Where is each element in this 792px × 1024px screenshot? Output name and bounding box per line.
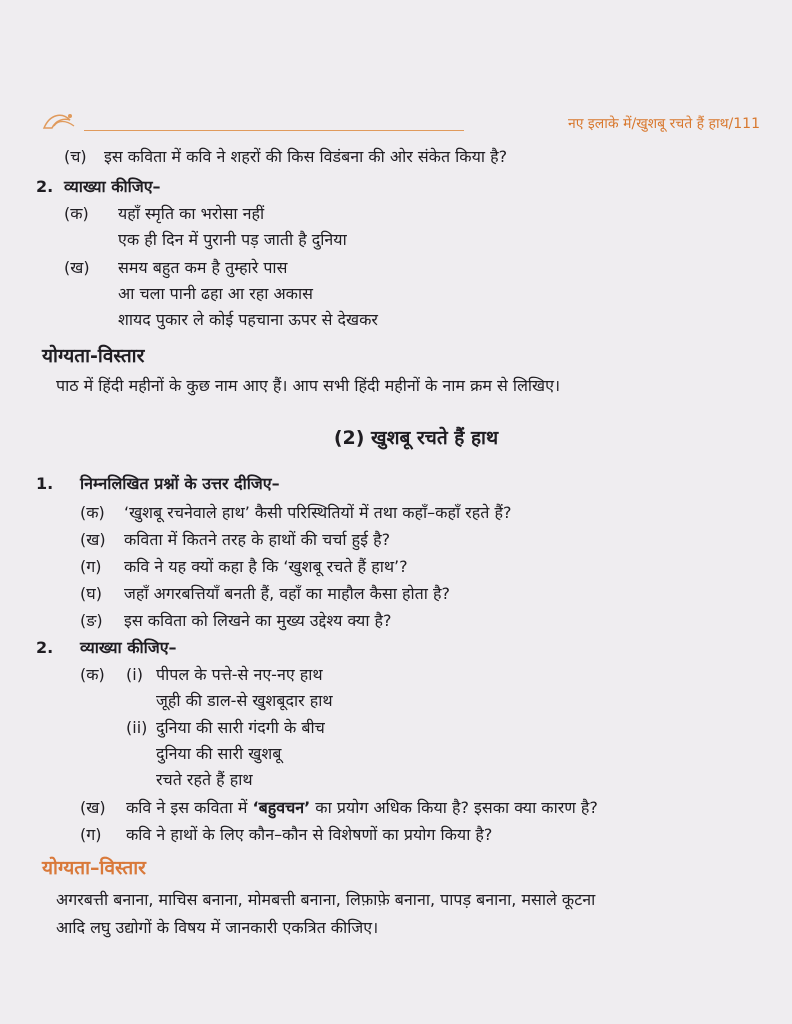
p2-q1-item-label: (ग) bbox=[80, 557, 102, 576]
q2-title: व्याख्या कीजिए– bbox=[64, 177, 161, 196]
p2-q2-kha-quoted: ‘बहुवचन’ bbox=[252, 798, 311, 817]
q1-cha-text: इस कविता में कवि ने शहरों की किस विडंबना की ओर संकेत किया है? bbox=[104, 147, 508, 166]
yogyata-text-2: आदि लघु उद्योगों के विषय में जानकारी एकत्रित कीजिए। bbox=[56, 918, 379, 937]
yogyata-text-2: अगरबत्ती बनाना, माचिस बनाना, मोमबत्ती बनाना, लिफ़ाफ़े बनाना, पापड़ बनाना, मसाले कूटना bbox=[56, 890, 596, 909]
q1-cha-label: (च) bbox=[64, 147, 87, 166]
q2-ka-line: एक ही दिन में पुरानी पड़ जाती है दुनिया bbox=[118, 230, 347, 249]
p2-q2-ga-label: (ग) bbox=[80, 825, 102, 844]
yogyata-heading-1: योग्यता-विस्तार bbox=[42, 345, 145, 367]
p2-q2-kha-after: का प्रयोग अधिक किया है? इसका क्या कारण है? bbox=[310, 798, 598, 817]
p2-q2-kha-text bbox=[126, 798, 598, 818]
q2-kha-line: शायद पुकार ले कोई पहचाना ऊपर से देखकर bbox=[118, 310, 378, 329]
q2-kha-line: समय बहुत कम है तुम्हारे पास bbox=[118, 258, 288, 277]
p2-q2-number: 2. bbox=[36, 638, 54, 657]
q2-kha-line: आ चला पानी ढहा आ रहा अकास bbox=[118, 284, 313, 303]
p2-q2-ka-ii-line: दुनिया की सारी गंदगी के बीच bbox=[156, 718, 325, 737]
q2-kha-label: (ख) bbox=[64, 258, 90, 277]
p2-q1-item-label: (घ) bbox=[80, 584, 102, 603]
p2-q2-ka-ii-line: रचते रहते हैं हाथ bbox=[156, 770, 253, 789]
p2-q2-ga-text: कवि ने हाथों के लिए कौन–कौन से विशेषणों का प्रयोग किया है? bbox=[126, 825, 493, 844]
p2-q2-ka-ii-line: दुनिया की सारी खुशबू bbox=[156, 744, 282, 763]
p2-q1-item-label: (क) bbox=[80, 503, 105, 522]
q2-number: 2. bbox=[36, 177, 54, 196]
yogyata-heading-2: योग्यता–विस्तार bbox=[42, 857, 146, 879]
p2-q2-ka-ii-label: (ii) bbox=[126, 718, 148, 737]
running-head: नए इलाके में/खुशबू रचते हैं हाथ/111 bbox=[567, 116, 760, 132]
yogyata-text-1: पाठ में हिंदी महीनों के कुछ नाम आए हैं। आप सभी हिंदी महीनों के नाम क्रम से लिखिए। bbox=[56, 376, 561, 395]
p2-q2-title: व्याख्या कीजिए– bbox=[80, 638, 177, 657]
p2-q2-ka-i-line: जूही की डाल-से खुशबूदार हाथ bbox=[156, 691, 333, 710]
section-title: (2) खुशबू रचते हैं हाथ bbox=[333, 427, 499, 449]
p2-q1-item-label: (ङ) bbox=[80, 611, 103, 630]
p2-q2-ka-i-label: (i) bbox=[126, 665, 143, 684]
p2-q1-item-text: कविता में कितने तरह के हाथों की चर्चा हुई है? bbox=[124, 530, 391, 549]
ornament-icon bbox=[40, 108, 80, 136]
p2-q2-kha-before: कवि ने इस कविता में bbox=[126, 798, 253, 817]
p2-q2-ka-label: (क) bbox=[80, 665, 105, 684]
p2-q2-ka-i-line: पीपल के पत्ते-से नए-नए हाथ bbox=[156, 665, 323, 684]
p2-q1-item-text: इस कविता को लिखने का मुख्य उद्देश्य क्या है? bbox=[124, 611, 392, 630]
page-header bbox=[40, 108, 760, 136]
p2-q1-number: 1. bbox=[36, 474, 54, 493]
p2-q1-item-text: कवि ने यह क्यों कहा है कि ‘खुशबू रचते हैं हाथ’? bbox=[124, 557, 408, 576]
p2-q2-kha-label: (ख) bbox=[80, 798, 106, 817]
q2-ka-line: यहाँ स्मृति का भरोसा नहीं bbox=[118, 204, 265, 223]
p2-q1-title: निम्नलिखित प्रश्नों के उत्तर दीजिए– bbox=[80, 474, 280, 493]
header-rule bbox=[84, 130, 464, 131]
p2-q1-item-text: ‘खुशबू रचनेवाले हाथ’ कैसी परिस्थितियों में तथा कहाँ–कहाँ रहते हैं? bbox=[124, 503, 512, 522]
p2-q1-item-label: (ख) bbox=[80, 530, 106, 549]
q2-ka-label: (क) bbox=[64, 204, 89, 223]
p2-q1-item-text: जहाँ अगरबत्तियाँ बनती हैं, वहाँ का माहौल कैसा होता है? bbox=[124, 584, 450, 603]
